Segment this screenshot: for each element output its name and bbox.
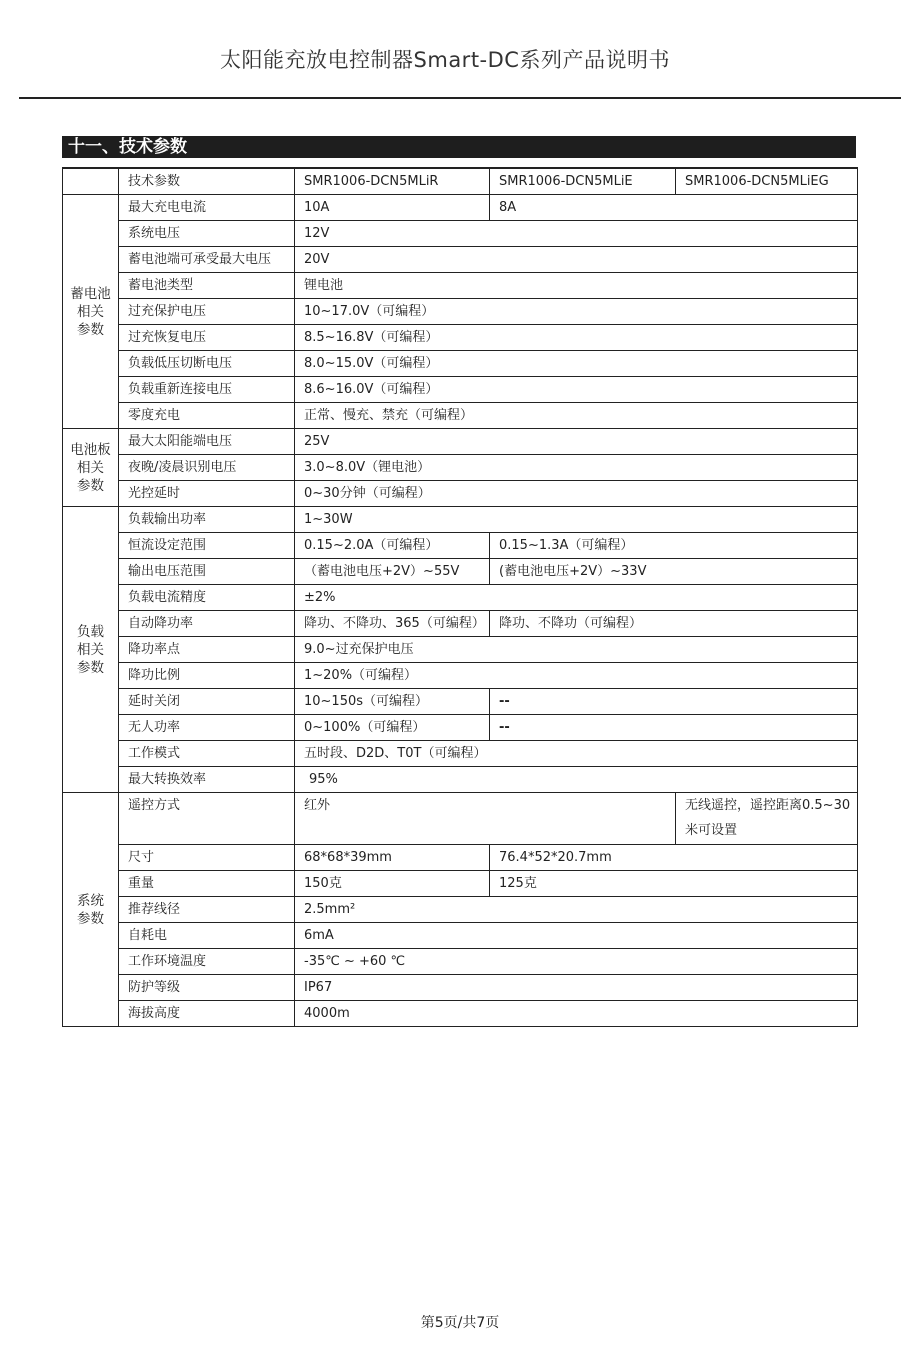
table-row (63, 247, 858, 273)
table-row (63, 897, 858, 923)
row-value: 8.0~15.0V（可编程） (295, 351, 858, 377)
table-row (63, 299, 858, 325)
table-row (63, 1001, 858, 1027)
row-value-eg: 无线遥控，遥控距离0.5~30米可设置 (676, 793, 858, 845)
row-value: 锂电池 (295, 273, 858, 299)
spec-table (62, 167, 858, 1027)
table-row (63, 663, 858, 689)
row-value-r-e: 红外 (295, 793, 676, 845)
section-header-bar (62, 136, 856, 158)
table-row (63, 429, 858, 455)
model-header-eg: SMR1006-DCN5MLiEG (676, 168, 858, 195)
row-value: 8.5~16.8V（可编程） (295, 325, 858, 351)
table-row (63, 221, 858, 247)
row-value: 0~30分钟（可编程） (295, 481, 858, 507)
row-label: 最大充电电流 (119, 195, 295, 221)
row-label: 最大转换效率 (119, 767, 295, 793)
row-value-r: 10A (295, 195, 490, 221)
row-label: 工作环境温度 (119, 949, 295, 975)
table-row (63, 559, 858, 585)
row-value-e-eg: 8A (490, 195, 858, 221)
row-label: 过充恢复电压 (119, 325, 295, 351)
row-value: 12V (295, 221, 858, 247)
group-panel: 电池板 相关 参数 (63, 429, 119, 507)
row-value-r: 降功、不降功、365（可编程） (295, 611, 490, 637)
title-divider (19, 97, 901, 99)
row-value-r: 0.15~2.0A（可编程） (295, 533, 490, 559)
row-value-r: 0~100%（可编程） (295, 715, 490, 741)
row-value: 2.5mm² (295, 897, 858, 923)
row-label: 降功比例 (119, 663, 295, 689)
row-label: 自动降功率 (119, 611, 295, 637)
row-value-e-eg: 125克 (490, 871, 858, 897)
table-row (63, 949, 858, 975)
row-value: 1~30W (295, 507, 858, 533)
row-value: 4000m (295, 1001, 858, 1027)
row-value: 1~20%（可编程） (295, 663, 858, 689)
row-value-e-eg: 76.4*52*20.7mm (490, 845, 858, 871)
row-value: 3.0~8.0V（锂电池） (295, 455, 858, 481)
table-header-row (63, 168, 858, 195)
table-row (63, 871, 858, 897)
table-row (63, 585, 858, 611)
table-row (63, 793, 858, 845)
row-value: 9.0~过充保护电压 (295, 637, 858, 663)
row-label: 负载输出功率 (119, 507, 295, 533)
row-label: 负载重新连接电压 (119, 377, 295, 403)
row-value: 10~17.0V（可编程） (295, 299, 858, 325)
row-label: 输出电压范围 (119, 559, 295, 585)
table-row (63, 637, 858, 663)
row-value: 20V (295, 247, 858, 273)
row-value: 正常、慢充、禁充（可编程） (295, 403, 858, 429)
row-value-e-eg: -- (490, 689, 858, 715)
row-label: 工作模式 (119, 741, 295, 767)
row-value-r: 10~150s（可编程） (295, 689, 490, 715)
header-label-cell: 技术参数 (119, 168, 295, 195)
group-system: 系统 参数 (63, 793, 119, 1027)
table-row (63, 689, 858, 715)
header-corner-cell (63, 168, 119, 195)
row-label: 自耗电 (119, 923, 295, 949)
table-row (63, 377, 858, 403)
row-label: 负载电流精度 (119, 585, 295, 611)
row-value-e-eg: -- (490, 715, 858, 741)
row-value-e-eg: (蓄电池电压+2V）~33V (490, 559, 858, 585)
row-label: 蓄电池端可承受最大电压 (119, 247, 295, 273)
row-label: 蓄电池类型 (119, 273, 295, 299)
table-row (63, 533, 858, 559)
row-label: 负载低压切断电压 (119, 351, 295, 377)
row-value-r: （蓄电池电压+2V）~55V (295, 559, 490, 585)
table-row (63, 273, 858, 299)
row-value-e-eg: 降功、不降功（可编程） (490, 611, 858, 637)
row-label: 系统电压 (119, 221, 295, 247)
row-label: 延时关闭 (119, 689, 295, 715)
model-header-r: SMR1006-DCN5MLiR (295, 168, 490, 195)
row-value: 25V (295, 429, 858, 455)
row-label: 防护等级 (119, 975, 295, 1001)
row-value: 8.6~16.0V（可编程） (295, 377, 858, 403)
table-row (63, 975, 858, 1001)
row-label: 海拔高度 (119, 1001, 295, 1027)
model-header-e: SMR1006-DCN5MLiE (490, 168, 676, 195)
table-row (63, 481, 858, 507)
row-value: 五时段、D2D、T0T（可编程） (295, 741, 858, 767)
page-number: 第5页/共7页 (420, 1315, 500, 1331)
group-battery: 蓄电池 相关 参数 (63, 195, 119, 429)
row-value: -35℃ ~ +60 ℃ (295, 949, 858, 975)
table-row (63, 715, 858, 741)
row-value-r: 68*68*39mm (295, 845, 490, 871)
table-row (63, 923, 858, 949)
table-row (63, 195, 858, 221)
row-label: 尺寸 (119, 845, 295, 871)
row-value: IP67 (295, 975, 858, 1001)
row-label: 零度充电 (119, 403, 295, 429)
section-title: 十一、技术参数 (68, 137, 187, 157)
document-title: 太阳能充放电控制器Smart-DC系列产品说明书 (220, 48, 670, 72)
row-label: 推荐线径 (119, 897, 295, 923)
table-row (63, 403, 858, 429)
row-label: 重量 (119, 871, 295, 897)
row-label: 过充保护电压 (119, 299, 295, 325)
row-value-e-eg: 0.15~1.3A（可编程） (490, 533, 858, 559)
row-value: 95% (295, 767, 858, 793)
row-label: 遥控方式 (119, 793, 295, 845)
row-label: 无人功率 (119, 715, 295, 741)
table-row (63, 351, 858, 377)
table-row (63, 741, 858, 767)
row-label: 光控延时 (119, 481, 295, 507)
table-row (63, 845, 858, 871)
table-row (63, 767, 858, 793)
row-value-r: 150克 (295, 871, 490, 897)
table-row (63, 455, 858, 481)
row-label: 最大太阳能端电压 (119, 429, 295, 455)
row-label: 恒流设定范围 (119, 533, 295, 559)
group-load: 负载 相关 参数 (63, 507, 119, 793)
row-label: 降功率点 (119, 637, 295, 663)
table-row (63, 611, 858, 637)
row-value: ±2% (295, 585, 858, 611)
table-row (63, 507, 858, 533)
row-value: 6mA (295, 923, 858, 949)
row-label: 夜晚/凌晨识别电压 (119, 455, 295, 481)
table-row (63, 325, 858, 351)
